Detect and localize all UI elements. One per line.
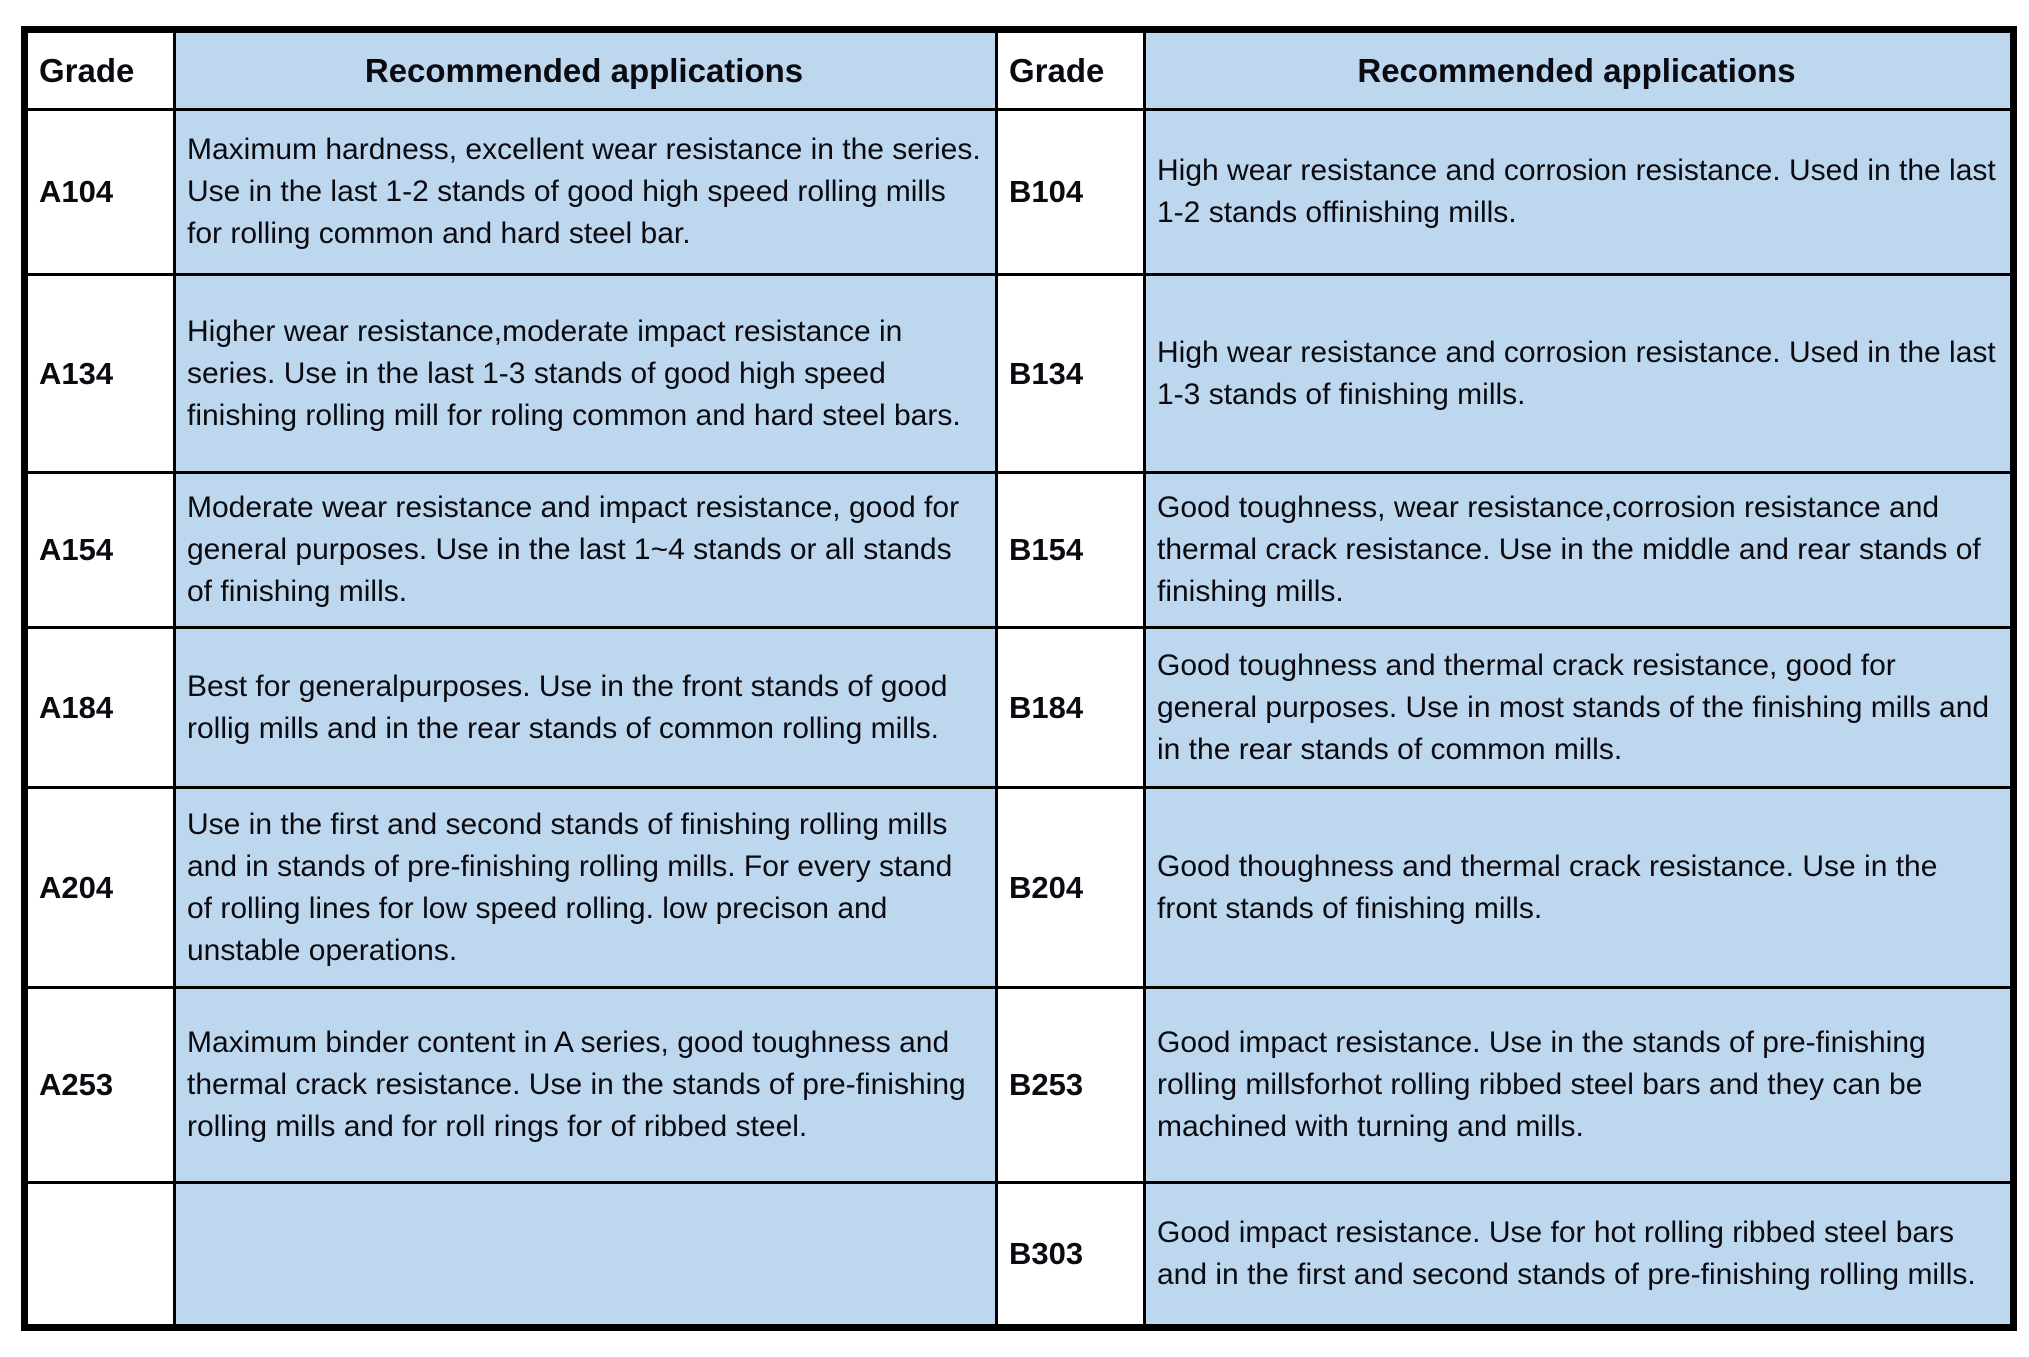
- header-applications-right: Recommended applications: [1145, 30, 2014, 110]
- application-cell-b303: Good impact resistance. Use for hot rolling ribbed steel bars and in the first and second stands of pre-finishing rolling mills.: [1145, 1183, 2014, 1328]
- table-row: [25, 275, 2014, 473]
- application-cell-b104: High wear resistance and corrosion resistance. Used in the last 1-2 stands offinishing mills.: [1145, 110, 2014, 275]
- grade-cell-b303: B303: [997, 1183, 1145, 1328]
- application-cell-empty: [175, 1183, 997, 1328]
- header-row: [25, 30, 2014, 110]
- application-cell-a134: Higher wear resistance,moderate impact resistance in series. Use in the last 1-3 stands of good high speed finishing rolling mill for roling common and hard steel bars.: [175, 275, 997, 473]
- grade-cell-b184: B184: [997, 628, 1145, 788]
- grade-cell-a204: A204: [25, 788, 175, 988]
- application-cell-a154: Moderate wear resistance and impact resistance, good for general purposes. Use in the last 1~4 stands or all stands of finishing mills.: [175, 473, 997, 628]
- grade-cell-a134: A134: [25, 275, 175, 473]
- table-row: [25, 1183, 2014, 1328]
- header-grade-left: Grade: [25, 30, 175, 110]
- application-cell-b184: Good toughness and thermal crack resistance, good for general purposes. Use in most stands of the finishing mills and in the rear stands of common mills.: [1145, 628, 2014, 788]
- grade-cell-b253: B253: [997, 988, 1145, 1183]
- grade-cell-a104: A104: [25, 110, 175, 275]
- application-cell-a253: Maximum binder content in A series, good toughness and thermal crack resistance. Use in the stands of pre-finishing rolling mills and for roll rings for of ribbed steel.: [175, 988, 997, 1183]
- header-applications-left: Recommended applications: [175, 30, 997, 110]
- grade-cell-empty: [25, 1183, 175, 1328]
- grade-cell-b154: B154: [997, 473, 1145, 628]
- header-grade-right: Grade: [997, 30, 1145, 110]
- application-cell-a104: Maximum hardness, excellent wear resistance in the series. Use in the last 1-2 stands of good high speed rolling mills for rolling common and hard steel bar.: [175, 110, 997, 275]
- table-row: [25, 473, 2014, 628]
- grade-applications-table: [21, 26, 2017, 1331]
- grade-cell-a154: A154: [25, 473, 175, 628]
- table-row: [25, 988, 2014, 1183]
- application-cell-b253: Good impact resistance. Use in the stands of pre-finishing rolling millsforhot rolling ribbed steel bars and they can be machined with turning and mills.: [1145, 988, 2014, 1183]
- grade-cell-b104: B104: [997, 110, 1145, 275]
- application-cell-b154: Good toughness, wear resistance,corrosion resistance and thermal crack resistance. Use in the middle and rear stands of finishing mills.: [1145, 473, 2014, 628]
- application-cell-b134: High wear resistance and corrosion resistance. Used in the last 1-3 stands of finishing mills.: [1145, 275, 2014, 473]
- grade-cell-a253: A253: [25, 988, 175, 1183]
- table-row: [25, 628, 2014, 788]
- grade-cell-b204: B204: [997, 788, 1145, 988]
- table-row: [25, 788, 2014, 988]
- application-cell-b204: Good thoughness and thermal crack resistance. Use in the front stands of finishing mills.: [1145, 788, 2014, 988]
- grade-cell-b134: B134: [997, 275, 1145, 473]
- table-row: [25, 110, 2014, 275]
- application-cell-a184: Best for generalpurposes. Use in the front stands of good rollig mills and in the rear stands of common rolling mills.: [175, 628, 997, 788]
- grade-applications-table-container: [21, 26, 2017, 1331]
- grade-cell-a184: A184: [25, 628, 175, 788]
- application-cell-a204: Use in the first and second stands of finishing rolling mills and in stands of pre-finishing rolling mills. For every stand of rolling lines for low speed rolling. low precison and unstable operations.: [175, 788, 997, 988]
